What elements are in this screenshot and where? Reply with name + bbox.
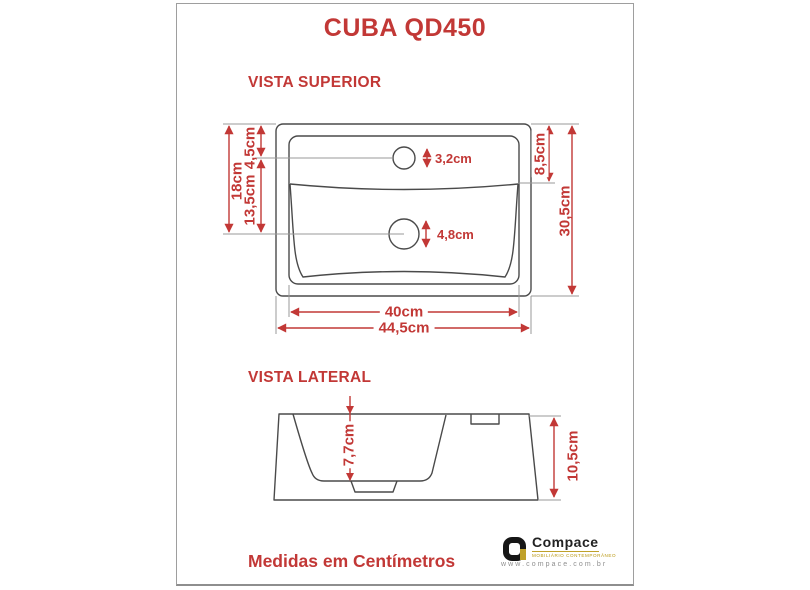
- compace-logo-gold-accent: [520, 549, 526, 560]
- dim-label-8-5cm: 8,5cm: [531, 132, 549, 176]
- side-view-drawing: [274, 414, 538, 500]
- dim-label-10-5cm: 10,5cm: [564, 430, 582, 482]
- diagram-page: [176, 3, 634, 586]
- dim-label-40cm: 40cm: [380, 305, 428, 320]
- page-title: CUBA QD450: [323, 14, 487, 42]
- dimension-lines-side-view: [346, 396, 554, 497]
- dim-label-13-5cm: 13,5cm: [241, 174, 259, 226]
- dim-label-7-7cm: 7,7cm: [340, 423, 358, 467]
- faucet-hole: [393, 147, 415, 169]
- brand-tagline: MOBILIÁRIO CONTEMPORÂNEO: [532, 553, 617, 559]
- dim-label-4-5cm: 4,5cm: [241, 126, 259, 170]
- top-view-label: VISTA SUPERIOR: [248, 74, 382, 91]
- units-note: Medidas em Centímetros: [248, 551, 456, 571]
- basin-opening-walls: [290, 184, 518, 277]
- brand-logo: [501, 534, 617, 572]
- brand-name: Compace: [532, 534, 599, 550]
- dim-label-3-2cm: 3,2cm: [435, 151, 472, 166]
- dimension-lines-top-view: [229, 126, 572, 328]
- basin-opening-top: [290, 184, 518, 190]
- top-view-drawing: [276, 124, 531, 296]
- side-faucet-hole-section: [471, 414, 499, 424]
- dim-label-44-5cm: 44,5cm: [374, 321, 435, 336]
- dim-label-4-8cm: 4,8cm: [437, 227, 474, 242]
- technical-drawing: [177, 4, 633, 584]
- side-basin-profile: [293, 414, 446, 481]
- dim-label-30-5cm: 30,5cm: [556, 185, 574, 237]
- sink-outer-edge: [276, 124, 531, 296]
- side-outer-profile: [274, 414, 538, 500]
- side-drain-outlet: [351, 481, 397, 492]
- dim-label-18cm: 18cm: [228, 161, 246, 201]
- side-view-label: VISTA LATERAL: [248, 369, 372, 386]
- brand-website: www.compace.com.br: [501, 561, 608, 568]
